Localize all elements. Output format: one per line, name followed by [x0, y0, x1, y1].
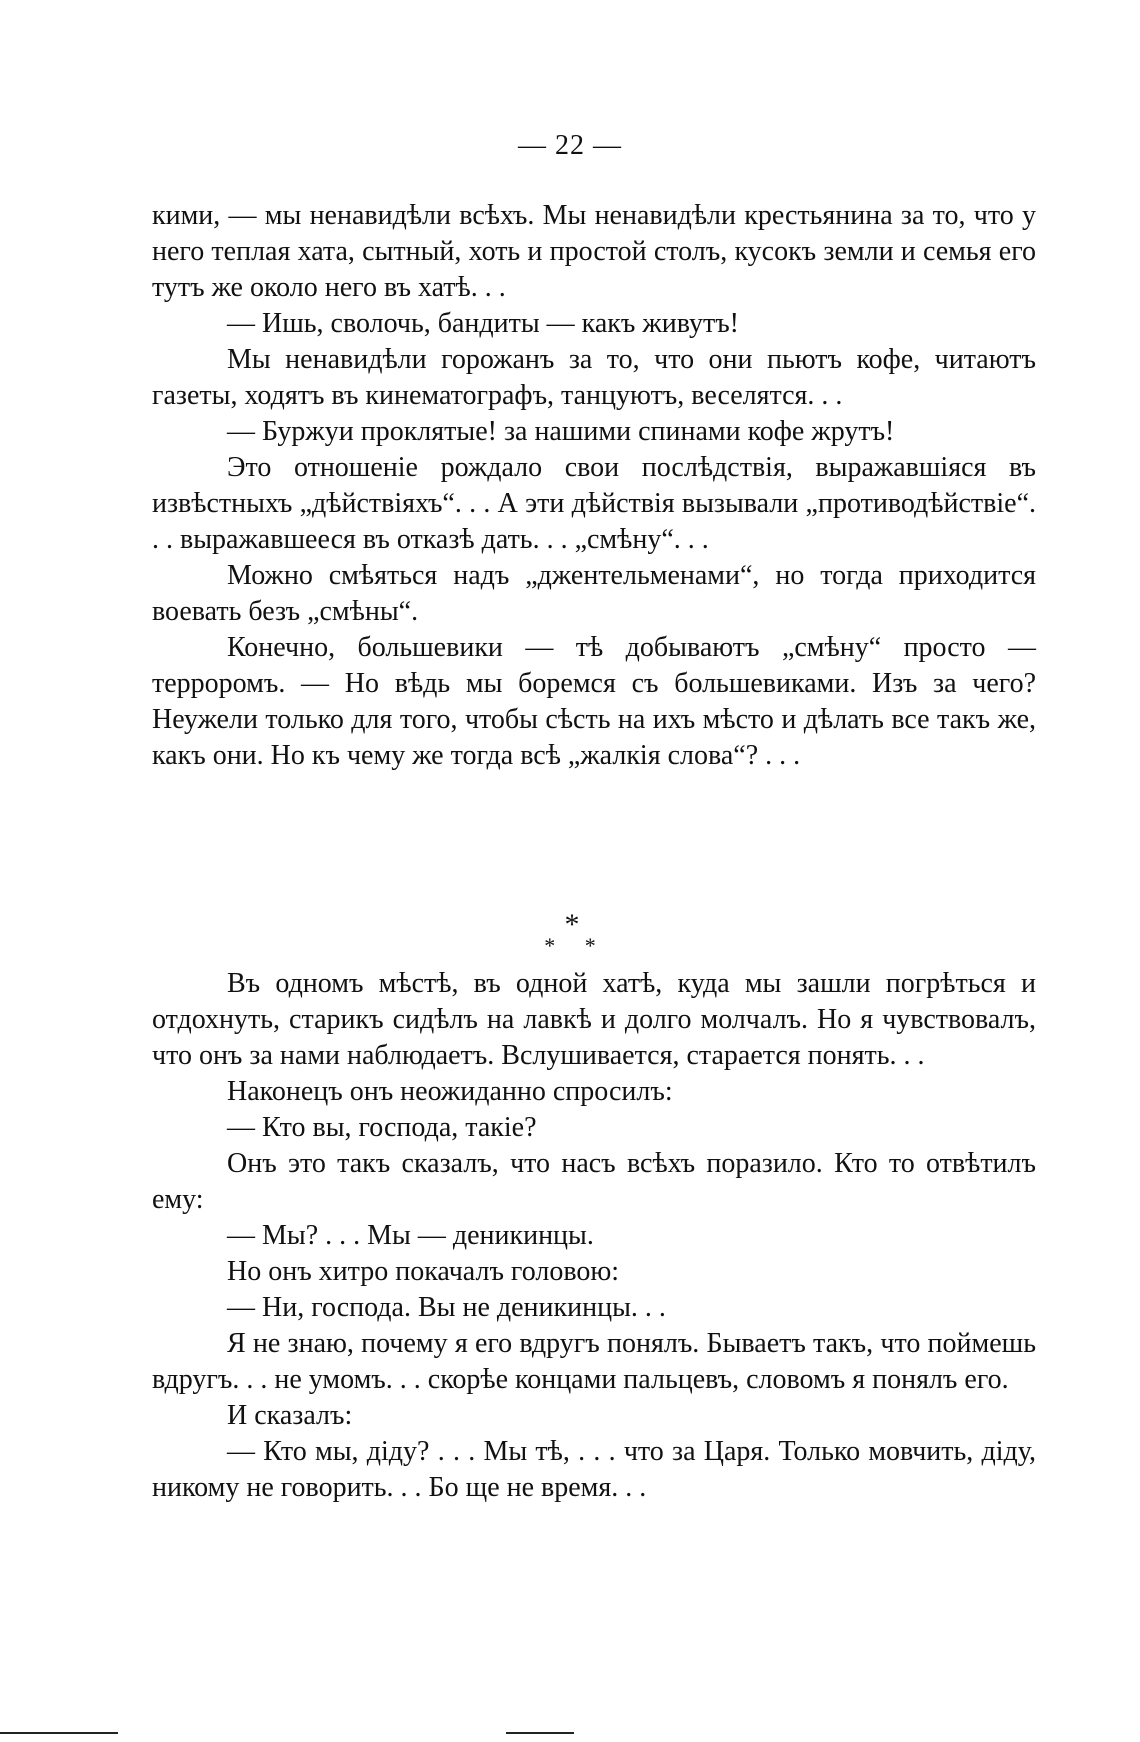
paragraph: — Мы? . . . Мы — деникинцы.	[227, 1220, 594, 1251]
paragraph: Это отношеніе рождало свои послѣдствія, выражавшіяся въ извѣстныхъ „дѣйствіяхъ“. . . А эти дѣйствія вызывали „противодѣйствіе“. . . выражавшееся въ отказѣ дать. . . „смѣну“. . .	[152, 452, 1036, 555]
paragraph: кими, — мы ненавидѣли всѣхъ. Мы ненавидѣли крестьянина за то, что у него теплая хата, сытный, хоть и простой столъ, кусокъ земли и семья его тутъ же около него въ хатѣ. . .	[152, 200, 1036, 303]
section-separator	[0, 908, 1140, 958]
text-block-upper	[152, 198, 1036, 774]
paragraph: Наконецъ онъ неожиданно спросилъ:	[227, 1076, 673, 1107]
paragraph: — Ишь, сволочь, бандиты — какъ живутъ!	[227, 308, 739, 339]
paragraph: Можно смѣяться надъ „джентельменами“, но тогда приходится воевать безъ „смѣны“.	[152, 560, 1036, 627]
paragraph: — Кто вы, господа, такіе?	[227, 1112, 537, 1143]
asterism-top: *	[564, 908, 580, 941]
asterism-bottom: * *	[544, 933, 596, 958]
paragraph: И сказалъ:	[227, 1400, 353, 1431]
text-block-lower	[152, 966, 1036, 1506]
paragraph: Я не знаю, почему я его вдругъ понялъ. Бываетъ такъ, что поймешь вдругъ. . . не умомъ. . . скорѣе концами пальцевъ, словомъ я понялъ его.	[152, 1328, 1036, 1395]
paragraph: — Кто мы, діду? . . . Мы тѣ, . . . что за Царя. Только мовчить, діду, никому не говорить. . . Бо ще не время. . .	[152, 1436, 1036, 1503]
paragraph: Въ одномъ мѣстѣ, въ одной хатѣ, куда мы зашли погрѣться и отдохнуть, старикъ сидѣлъ на лавкѣ и долго молчалъ. Но я чувствовалъ, что онъ за нами наблюдаетъ. Вслушивается, старается понять. . .	[152, 968, 1036, 1071]
paragraph: Мы ненавидѣли горожанъ за то, что они пьютъ кофе, читаютъ газеты, ходятъ въ кинематографъ, танцуютъ, веселятся. . .	[152, 344, 1036, 411]
footer-rule-center	[506, 1732, 574, 1734]
page-number: — 22 —	[518, 130, 622, 161]
paragraph: Онъ это такъ сказалъ, что насъ всѣхъ поразило. Кто то отвѣтилъ ему:	[152, 1148, 1036, 1215]
paragraph: — Буржуи проклятые! за нашими спинами кофе жрутъ!	[227, 416, 895, 447]
paragraph: Но онъ хитро покачалъ головою:	[227, 1256, 620, 1287]
paragraph: — Ни, господа. Вы не деникинцы. . .	[227, 1292, 666, 1323]
footer-rule-left	[0, 1732, 118, 1734]
paragraph: Конечно, большевики — тѣ добываютъ „смѣну“ просто — терроромъ. — Но вѣдь мы боремся съ большевиками. Изъ за чего? Неужели только для того, чтобы сѣсть на ихъ мѣсто и дѣлать все такъ же, какъ они. Но къ чему же тогда всѣ „жалкія слова“? . . .	[152, 632, 1036, 771]
